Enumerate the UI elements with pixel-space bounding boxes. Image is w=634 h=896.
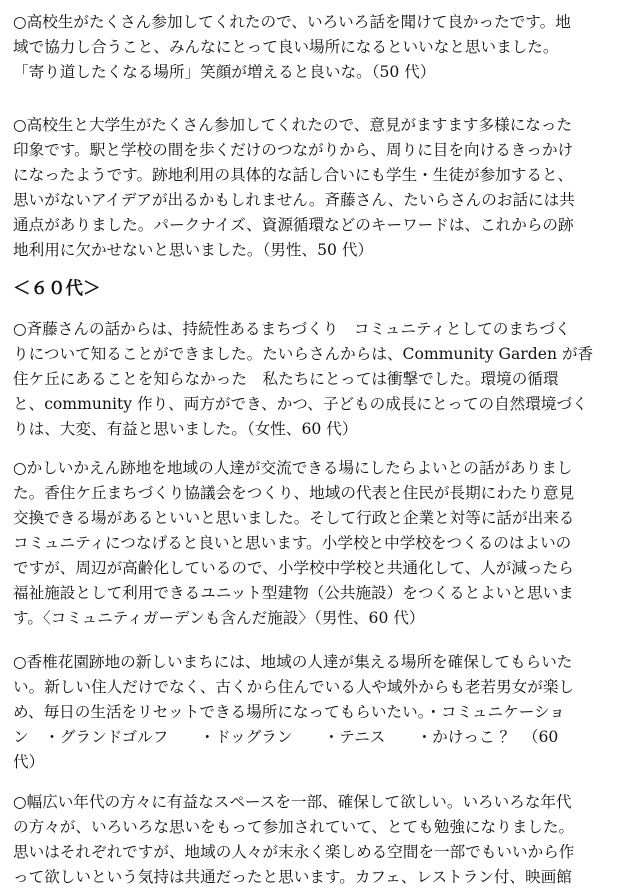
text-line: 域で協力し合うこと、みんなにとって良い場所になるといいなと思いました。 xyxy=(13,38,559,56)
paragraph-comment-60s-female xyxy=(13,317,627,442)
text-line: りについて知ることができました。たいらさんからは、Community Garden が香 xyxy=(13,345,594,363)
text-line: コミュニティにつなげると良いと思います。小学校と中学校をつくるのはよいの xyxy=(13,534,572,552)
text-line: す。〈コミュニティガーデンも含んだ施設〉（男性、60 代） xyxy=(13,609,425,627)
text-line: 通点がありました。パークナイズ、資源循環などのキーワードは、これからの跡 xyxy=(13,216,574,234)
text-line: の方々が、いろいろな思いをもって参加されていて、とても勉強になりました。 xyxy=(13,818,575,836)
text-line: 印象です。駅と学校の間を歩くだけのつながりから、周りに目を向けるきっかけ xyxy=(13,141,574,159)
text-line: ○香椎花園跡地の新しいまちには、地域の人達が集える場所を確保してもらいた xyxy=(13,653,573,671)
text-line: りは、大変、有益と思いました。（女性、60 代） xyxy=(13,420,358,438)
paragraph-comment-60s-wide-generation xyxy=(13,790,627,890)
text-line: 福祉施設として利用できるユニット型建物（公共施設）をつくるとよいと思いま xyxy=(13,584,574,602)
text-line: 思いはそれぞれですが、地域の人々が末永く楽しめる空間を一部でもいいから作 xyxy=(13,843,575,861)
paragraph-comment-60s-kashii-kaen xyxy=(13,650,627,775)
text-line: 住ケ丘にあることを知らなかった 私たちにとっては衝撃でした。環境の循環 xyxy=(13,370,559,388)
text-line: ○幅広い年代の方々に有益なスペースを一部、確保して欲しい。いろいろな年代 xyxy=(13,793,572,811)
text-line: た。香住ケ丘まちづくり協議会をつくり、地域の代表と住民が長期にわたり意見 xyxy=(13,484,575,502)
text-line: ○かしいかえん跡地を地域の人達が交流できる場にしたらよいとの話がありまし xyxy=(13,459,573,477)
text-line: ○斉藤さんの話からは、持続性あるまちづくり コミュニティとしてのまちづく xyxy=(13,320,571,338)
section-heading-60s xyxy=(13,277,627,302)
paragraph-comment-50s-female xyxy=(13,10,627,85)
paragraph-comment-50s-male xyxy=(13,113,627,263)
text-line: になったようです。跡地利用の具体的な話し合いにも学生・生徒が参加すると、 xyxy=(13,166,574,184)
section-heading: ＜６０代＞ xyxy=(13,279,101,299)
text-line: 「寄り道したくなる場所」笑顔が増えると良いな。（50 代） xyxy=(13,63,436,81)
paragraph-comment-60s-male xyxy=(13,456,627,631)
text-line: と、community 作り、両方ができ、かつ、子どもの成長にとっての自然環境づく xyxy=(13,395,588,413)
text-line: 思いがないアイデアが出るかもしれません。斉藤さん、たいらさんのお話には共 xyxy=(13,191,575,209)
text-line: 代） xyxy=(13,753,45,771)
text-line: ン ・グランドゴルフ ・ドッグラン ・テニス ・かけっこ ？ （60 xyxy=(13,728,559,746)
text-line: って欲しいという気持は共通だったと思います。カフェ、レストラン付、映画館 xyxy=(13,868,572,886)
text-line: ○高校生と大学生がたくさん参加してくれたので、意見がますます多様になった xyxy=(13,116,573,134)
text-line: 交換できる場があるといいと思いました。そして行政と企業と対等に話が出来る xyxy=(13,509,575,527)
text-line: ○高校生がたくさん参加してくれたので、いろいろ話を聞けて良かったです。地 xyxy=(13,13,571,31)
text-line: 地利用に欠かせないと思いました。（男性、50 代） xyxy=(13,241,374,259)
text-line: い。新しい住人だけでなく、古くから住んでいる人や域外からも老若男女が楽し xyxy=(13,678,575,696)
text-line: ですが、周辺が高齢化しているので、小学校中学校と共通化して、人が減ったら xyxy=(13,559,574,577)
text-line: め、毎日の生活をリセットできる場所になってもらいたい。・コミュニケーショ xyxy=(13,703,565,721)
